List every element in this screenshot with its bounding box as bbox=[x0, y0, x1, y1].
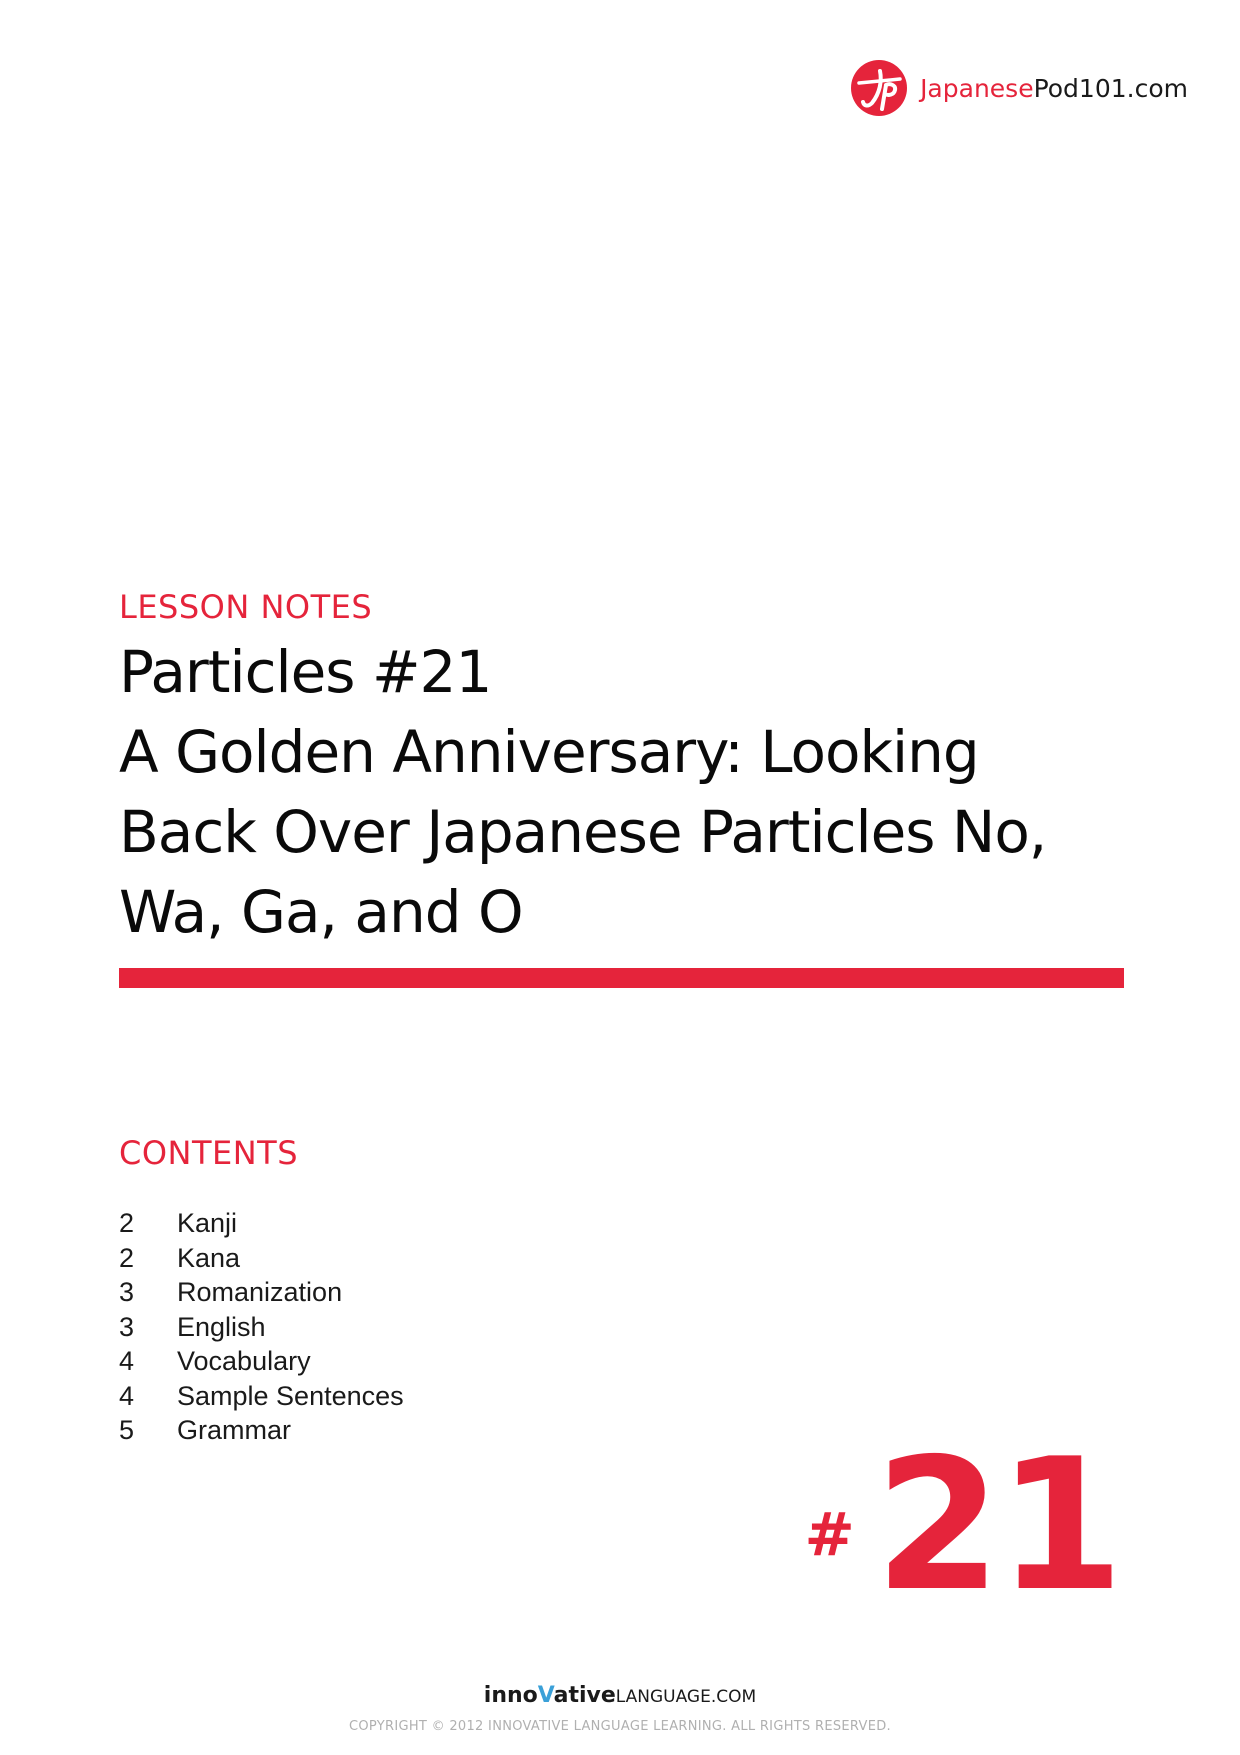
toc-page-number: 3 bbox=[119, 1277, 135, 1307]
brand-name-black: Pod101.com bbox=[1033, 73, 1188, 103]
lesson-title-line: A Golden Anniversary: Looking bbox=[119, 718, 979, 786]
toc-page-number: 5 bbox=[119, 1415, 135, 1445]
toc-item[interactable] bbox=[119, 1241, 404, 1276]
footer-logo-v: V bbox=[537, 1683, 554, 1708]
footer-logo bbox=[0, 1683, 1240, 1708]
footer-logo-part2: ative bbox=[553, 1683, 616, 1708]
jp-logo-icon bbox=[850, 59, 908, 117]
lesson-title-line: Particles #21 bbox=[119, 638, 492, 706]
toc-item[interactable] bbox=[119, 1413, 404, 1448]
lesson-number-badge bbox=[804, 1419, 1120, 1631]
footer-logo-part1: inno bbox=[483, 1683, 538, 1708]
toc-item[interactable] bbox=[119, 1275, 404, 1310]
toc-label: Kanji bbox=[177, 1208, 238, 1238]
contents-heading: CONTENTS bbox=[119, 1134, 299, 1172]
toc-page-number: 4 bbox=[119, 1346, 135, 1376]
toc-label: Sample Sentences bbox=[177, 1380, 404, 1411]
brand-logo bbox=[850, 56, 1188, 120]
toc-page-number: 3 bbox=[119, 1311, 135, 1342]
toc-item[interactable] bbox=[119, 1379, 404, 1414]
lesson-title bbox=[119, 632, 1139, 952]
lesson-title-line: Back Over Japanese Particles No, bbox=[119, 798, 1047, 866]
toc-item[interactable] bbox=[119, 1206, 404, 1241]
lesson-notes-kicker: LESSON NOTES bbox=[119, 588, 373, 626]
toc-item[interactable] bbox=[119, 1310, 404, 1345]
toc-label: Romanization bbox=[177, 1277, 343, 1307]
title-divider bbox=[119, 968, 1124, 988]
toc-page-number: 2 bbox=[119, 1242, 135, 1273]
toc-label: Grammar bbox=[177, 1415, 291, 1445]
lesson-title-line: Wa, Ga, and O bbox=[119, 878, 523, 946]
lesson-number-hash: # bbox=[804, 1500, 855, 1570]
toc-label: Kana bbox=[177, 1242, 241, 1273]
brand-name-red: Japanese bbox=[920, 73, 1034, 103]
toc-page-number: 2 bbox=[119, 1208, 135, 1238]
toc-page-number: 4 bbox=[119, 1380, 135, 1411]
lesson-number: 21 bbox=[874, 1419, 1120, 1631]
copyright-notice: COPYRIGHT © 2012 INNOVATIVE LANGUAGE LEARNING. ALL RIGHTS RESERVED. bbox=[349, 1719, 891, 1734]
toc-item[interactable] bbox=[119, 1344, 404, 1379]
toc-label: English bbox=[177, 1311, 266, 1342]
table-of-contents bbox=[119, 1206, 404, 1448]
toc-label: Vocabulary bbox=[177, 1346, 311, 1376]
footer-logo-part3: LANGUAGE.COM bbox=[615, 1687, 757, 1707]
brand-name bbox=[920, 74, 1188, 103]
